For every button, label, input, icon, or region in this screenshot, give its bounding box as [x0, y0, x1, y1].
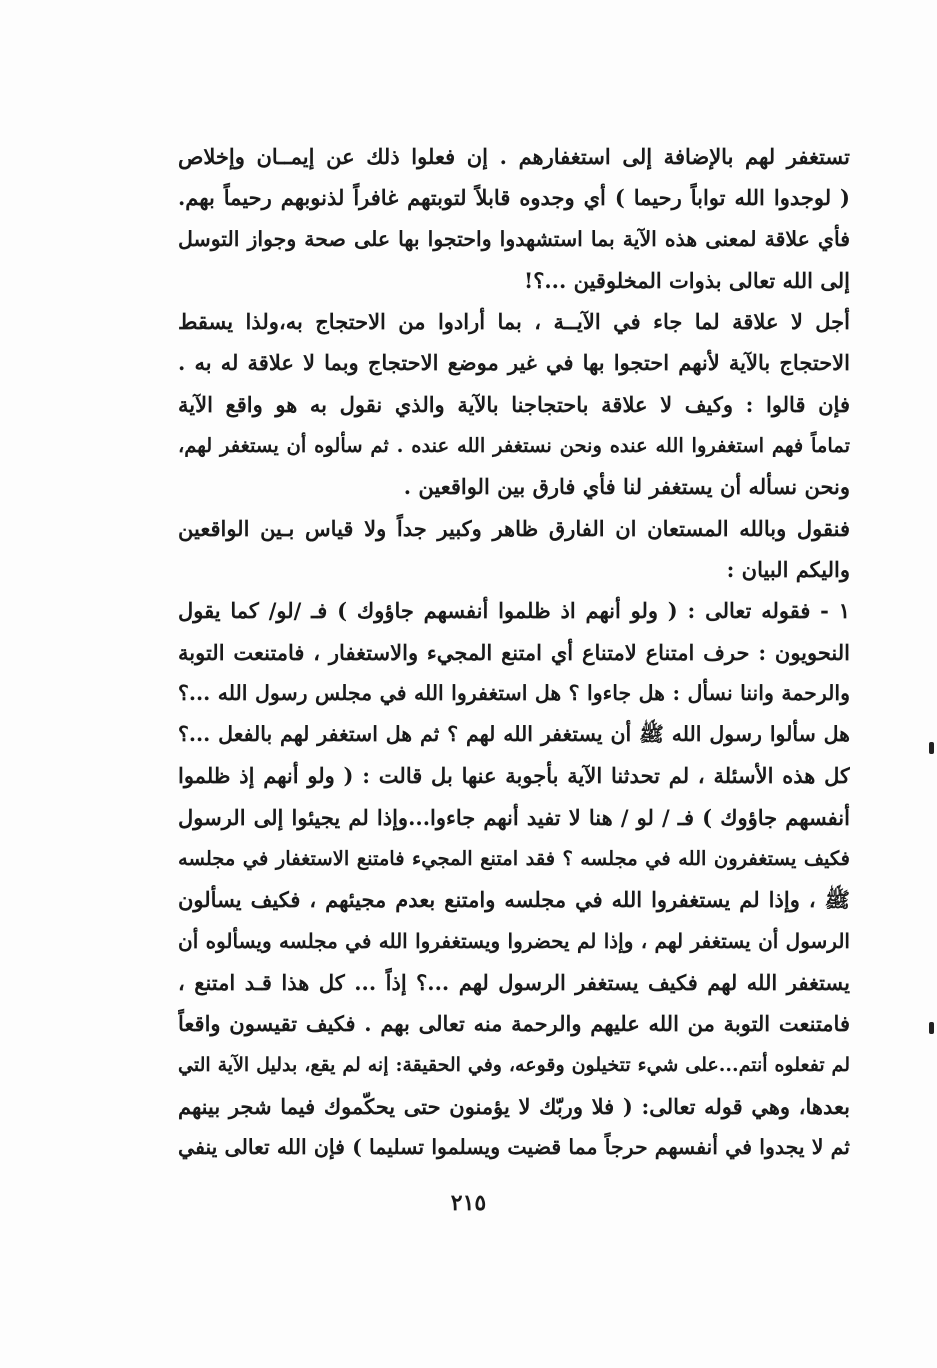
text-line: تستغفر لهم بالإضافة إلى استغفارهم . إن فعلوا ذلك عن إيمــان وإخلاص [178, 144, 850, 169]
text-line: فنقول وبالله المستعان ان الفارق ظاهر وكبير جداً ولا قياس بـين الواقعين [178, 515, 850, 541]
text-line: واليكم البيان : [726, 556, 850, 582]
text-line: تماماً فهم استغفروا الله عنده ونحن نستغفر الله عنده . ثم سألوه أن يستغفر لهم، [178, 434, 850, 458]
text-line: فامتنعت التوبة من الله عليهم والرحمة منه تعالى بهم . فكيف تقيسون واقعاً [178, 1011, 850, 1037]
text-line: أجل لا علاقة لما جاء في الآيــة ، بما أرادوا من الاحتجاج به،ولذا يسقط [178, 309, 850, 335]
text-line: لم تفعلوه أنتم...على شيء تتخيلون وقوعه، وفي الحقيقة: إنه لم يقع، بدليل الآية التي [178, 1053, 850, 1076]
text-line: فكيف يستغفرون الله في مجلسه ؟ فقد امتنع المجيء فامتنع الاستغفار في مجلسه [178, 847, 850, 871]
margin-mark [929, 1022, 934, 1034]
text-line: ثم لا يجدوا في أنفسهم حرجاً مما قضيت ويسلموا تسليما ) فإن الله تعالى ينفي [178, 1135, 850, 1160]
text-line: ( لوجدوا الله تواباً رحيما ) أي وجدوه قابلاً لتوبتهم غافراً لذنوبهم رحيماً بهم. [178, 185, 850, 211]
text-line: كل هذه الأسئلة ، لم تحدثنا الآية بأجوبة عنها بل قالت : ( ولو أنهم إذ ظلموا [178, 763, 850, 789]
text-line: ونحن نسأله أن يستغفر لنا فأي فارق بين الواقعين . [403, 474, 850, 500]
text-line: يستغفر الله لهم فكيف يستغفر الرسول لهم ...؟ إذاً ... كل هذا قـد امتنع ، [178, 969, 850, 995]
text-line: هل سألوا رسول الله ﷺ أن يستغفر الله لهم ؟ ثم هل استغفر لهم بالفعل ...؟ [178, 722, 850, 747]
text-line: أنفسهم جاؤوك ) فـ / لو / هنا لا تفيد أنهم جاءوا...وإذا لم يجيئوا إلى الرسول [178, 804, 850, 830]
text-line: الرسول أن يستغفر لهم ، وإذا لم يحضروا ويستغفروا الله في مجلسه ويسألوه أن [178, 928, 850, 953]
text-line: بعدها، وهي قوله تعالى: ( فلا وربّك لا يؤمنون حتى يحكّموك فيما شجر بينهم [178, 1093, 850, 1119]
text-line: ١ - فقوله تعالى : ( ولو أنهم اذ ظلموا أنفسهم جاؤوك ) فـ /لو/ كما يقول [178, 598, 850, 624]
margin-mark [929, 742, 934, 754]
text-line: والرحمة واننا نسأل : هل جاءوا ؟ هل استغفروا الله في مجلس رسول الله ...؟ [178, 680, 850, 705]
body-text [178, 136, 850, 1168]
text-line: فإن قالوا : وكيف لا علاقة باحتجاجنا بالآية والذي نقول به هو واقع الآية [178, 391, 850, 417]
text-line: الاحتجاج بالآية لأنهم احتجوا بها في غير موضع الاحتجاج وبما لا علاقة له به . [178, 350, 850, 376]
text-line: إلى الله تعالى بذوات المخلوقين ...؟! [523, 267, 850, 293]
text-line: ﷺ ، وإذا لم يستغفروا الله في مجلسه وامتنع بعدم مجيئهم ، فكيف يسألون [178, 887, 850, 913]
text-line: فأي علاقة لمعنى هذه الآية بما استشهدوا واحتجوا بها على صحة وجواز التوسل [178, 226, 850, 251]
text-line: النحويون : حرف امتناع لامتناع أي امتنع المجيء والاستغفار ، فامتنعت التوبة [178, 639, 850, 665]
page-number: ٢١٥ [450, 1190, 487, 1216]
